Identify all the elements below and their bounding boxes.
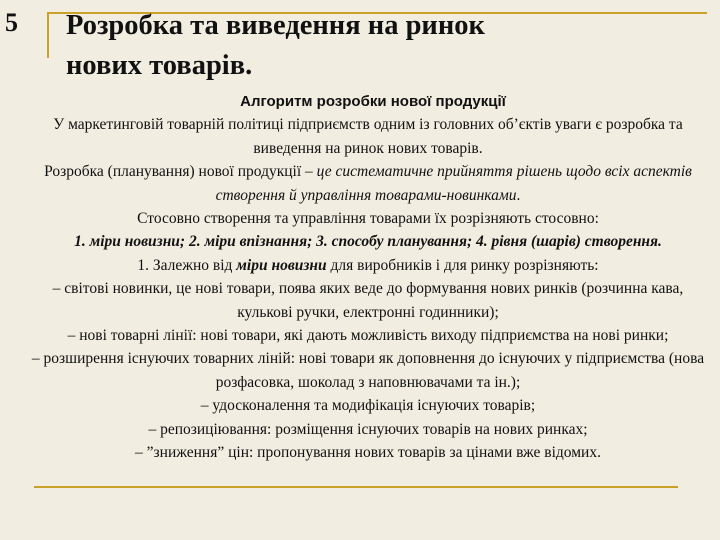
slide-number: 5	[5, 8, 18, 37]
list-item: – розширення існуючих товарних ліній: нові товари як доповнення до існуючих у підприємства (нова розфасовка, шоколад з наповнювачами та ін.);	[31, 350, 705, 391]
list-item: – світові новинки, це нові товари, поява яких веде до формування нових ринків (розчинна кава, кулькові ручки, електронні годинники);	[52, 280, 684, 321]
paragraph-intro: У маркетинговій товарній політиці підприємств одним із головних об’єктів уваги є розробка та виведення на ринок нових товарів.	[53, 116, 683, 157]
list-item: – репозиціювання: розміщення існуючих товарів на нових ринках;	[148, 420, 588, 438]
paragraph-novelty	[28, 254, 708, 277]
slide-content	[28, 90, 708, 465]
novelty-lead: 1. Залежно від	[137, 256, 237, 274]
paragraph-criteria-intro: Стосовно створення та управління товарами їх розрізняють стосовно:	[137, 210, 599, 228]
definition-italic: це систематичне прийняття рішень щодо всіх аспектів створення й управління товарами-новинками	[215, 163, 692, 204]
title-vertical-rule	[47, 12, 49, 58]
paragraph-criteria-list: 1. міри новизни; 2. міри впізнання; 3. способу планування; 4. рівня (шарів) створення.	[74, 233, 662, 251]
novelty-bold: міри новизни	[236, 256, 327, 274]
definition-end: .	[516, 186, 521, 204]
list-item: – нові товарні лінії: нові товари, які дають можливість виходу підприємства на нові ринки;	[67, 327, 669, 345]
paragraph-definition	[28, 160, 708, 207]
definition-lead: Розробка (планування) нової продукції –	[44, 163, 317, 181]
novelty-end: для виробників і для ринку розрізняють:	[326, 256, 599, 274]
title-line-2: нових товарів.	[66, 50, 253, 81]
title-line-1: Розробка та виведення на ринок	[66, 10, 485, 41]
slide-title	[66, 6, 485, 86]
list-item: – удосконалення та модифікація існуючих товарів;	[200, 397, 536, 415]
subheading: Алгоритм розробки нової продукції	[240, 93, 506, 110]
bottom-rule	[34, 486, 678, 488]
list-item: – ”зниження” цін: пропонування нових товарів за цінами вже відомих.	[135, 444, 601, 462]
